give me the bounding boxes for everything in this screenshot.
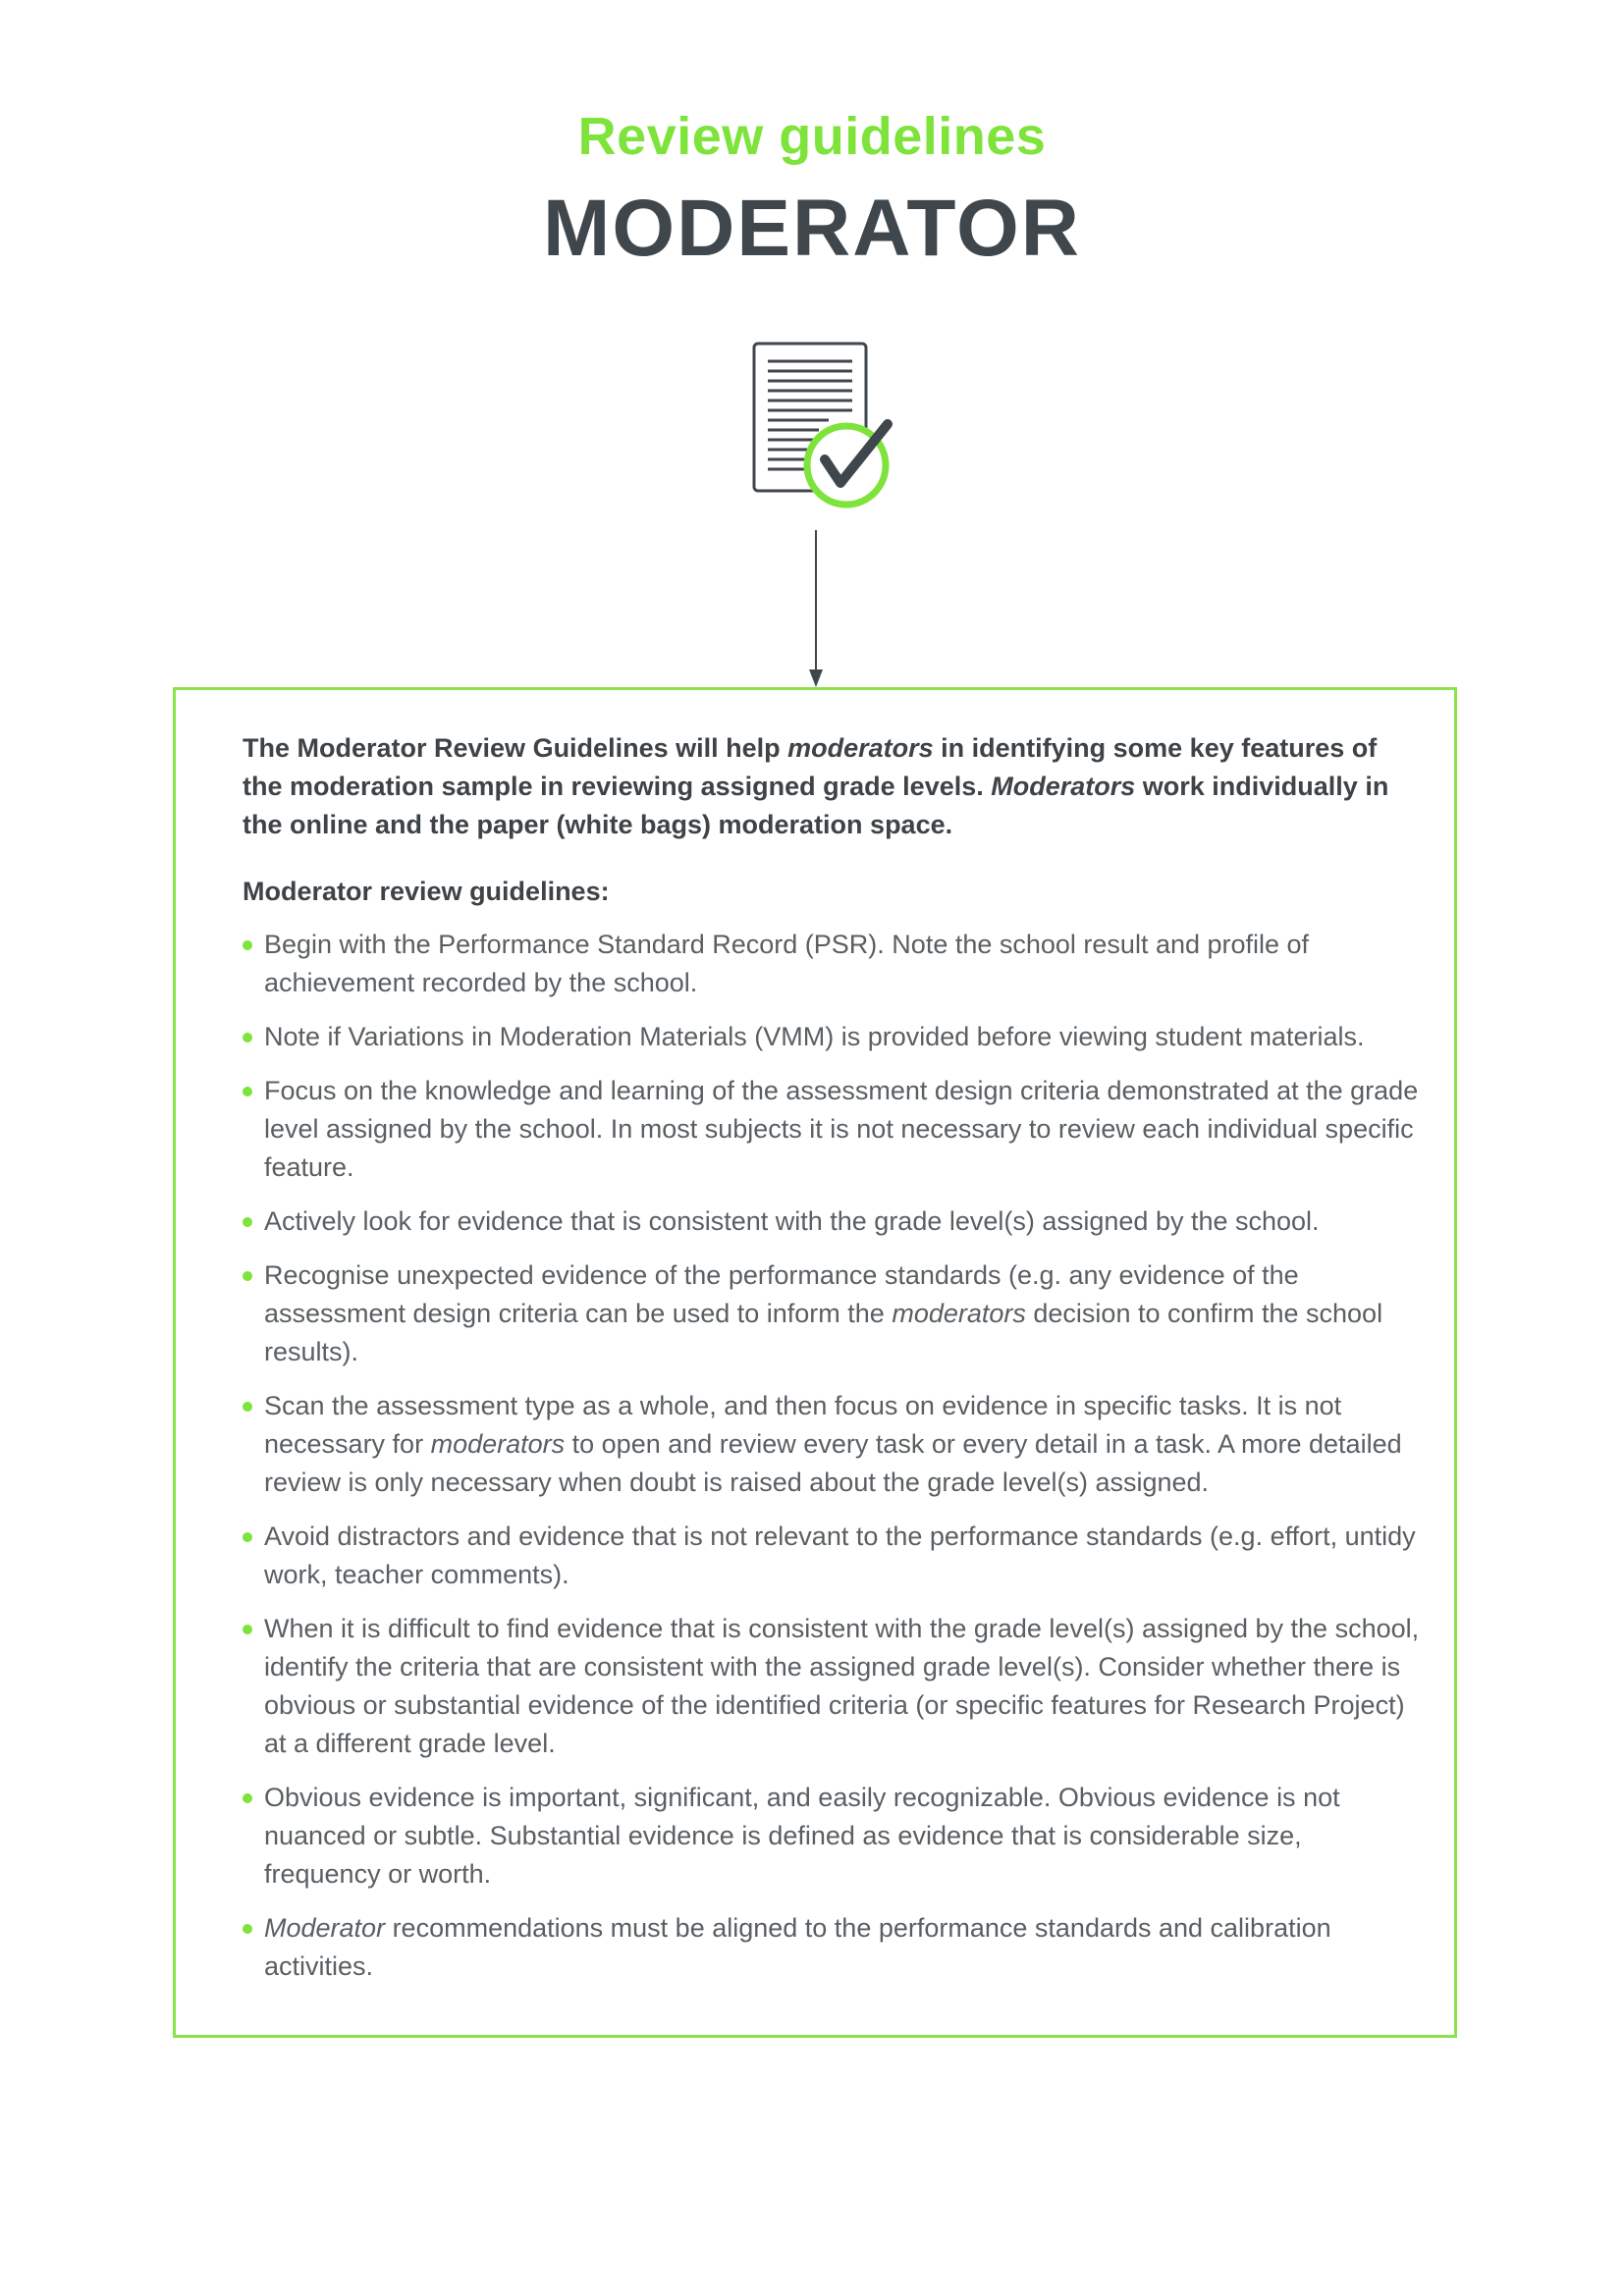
bullet-dot (243, 1625, 252, 1634)
bullet-dot (243, 1217, 252, 1227)
intro-text-4: Moderators (991, 772, 1136, 801)
bullet-dot (243, 940, 252, 950)
list-heading: Moderator review guidelines: (243, 877, 610, 906)
list-item: Recognise unexpected evidence of the performance standards (e.g. any evidence of the assessment design criteria can be used to inform the moderators decision to confirm the school results). (243, 1256, 1421, 1371)
intro-text-5: work individually in the online and the paper (white bags) moderation space. (243, 772, 1389, 839)
list-item: When it is difficult to find evidence that is consistent with the grade level(s) assigned by the school, identify the criteria that are consistent with the assigned grade level(s). Consider whether there is obvious or substantial evidence of the identified criteria (or specific features for Research Project) at a different grade level. (243, 1610, 1421, 1763)
bullet-dot (243, 1087, 252, 1096)
page-title: MODERATOR (543, 184, 1081, 273)
bullet-dot (243, 1033, 252, 1042)
intro-text-2: moderators (787, 733, 934, 763)
list-item: Scan the assessment type as a whole, and then focus on evidence in specific tasks. It is not necessary for moderators to open and review every task or every detail in a task. A more detailed review is only necessary when doubt is raised about the grade level(s) assigned. (243, 1387, 1421, 1502)
list-item: Moderator recommendations must be aligned to the performance standards and calibration activities. (243, 1909, 1421, 1986)
bullet-dot (243, 1924, 252, 1934)
bullet-dot (243, 1271, 252, 1281)
guidelines-panel (173, 687, 1457, 2038)
intro-text-3: in identifying some key features of the moderation sample in reviewing assigned grade levels. (243, 733, 1378, 801)
document-check-icon (750, 340, 897, 512)
list-item: Focus on the knowledge and learning of the assessment design criteria demonstrated at the grade level assigned by the school. In most subjects it is not necessary to review each individual specific feature. (243, 1072, 1421, 1187)
page-subtitle: Review guidelines (577, 107, 1047, 166)
list-item: Begin with the Performance Standard Record (PSR). Note the school result and profile of achievement recorded by the school. (243, 926, 1421, 1002)
arrow-down-icon (806, 530, 826, 689)
guidelines-list (243, 926, 1421, 2002)
list-item: Avoid distractors and evidence that is not relevant to the performance standards (e.g. effort, untidy work, teacher comments). (243, 1518, 1421, 1594)
list-item: Obvious evidence is important, significant, and easily recognizable. Obvious evidence is not nuanced or subtle. Substantial evidence is defined as evidence that is considerable size, frequency or worth. (243, 1779, 1421, 1894)
bullet-dot (243, 1793, 252, 1803)
bullet-dot (243, 1532, 252, 1542)
intro-text-1: The Moderator Review Guidelines will help (243, 733, 788, 763)
intro-paragraph (243, 729, 1401, 844)
bullet-dot (243, 1402, 252, 1412)
list-item: Note if Variations in Moderation Materials (VMM) is provided before viewing student materials. (243, 1018, 1421, 1056)
list-item: Actively look for evidence that is consistent with the grade level(s) assigned by the school. (243, 1202, 1421, 1241)
